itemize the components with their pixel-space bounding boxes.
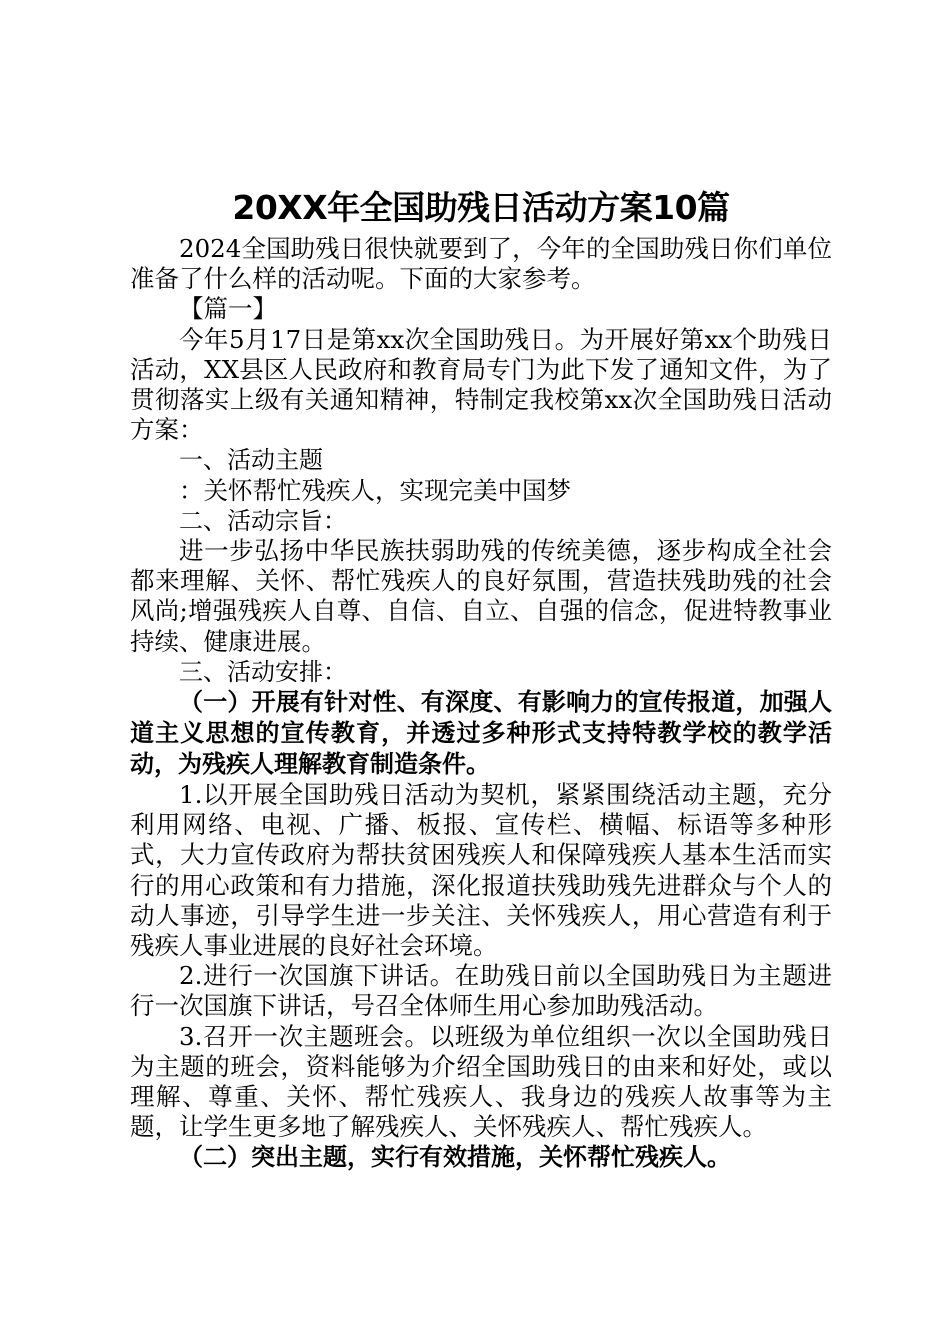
heading-arrangement: 三、活动安排： — [179, 657, 347, 686]
theme-text: ：关怀帮忙残疾人，实现完美中国梦 — [179, 475, 571, 505]
heading-theme: 一、活动主题 — [179, 446, 323, 475]
list-item-2: 2.进行一次国旗下讲话。在助残日前以全国助残日为主题进行一次国旗下讲话，号召全体师生用心参加助残活动。 — [130, 961, 832, 1021]
section-label: 【篇一】 — [179, 294, 277, 324]
document-title: 20XX年全国助残日活动方案10篇 — [232, 188, 730, 227]
opening-paragraph: 今年5月17日是第xx次全国助残日。为开展好第xx个助残日活动，XX县区人民政府和教育局专门为此下发了通知文件，为了贯彻落实上级有关通知精神，特制定我校第xx次全国助残日活动方案： — [130, 324, 832, 445]
purpose-paragraph: 进一步弘扬中华民族扶弱助残的传统美德，逐步构成全社会都来理解、关怀、帮忙残疾人的良好氛围，营造扶残助残的社会风尚;增强残疾人自尊、自信、自立、自强的信念，促进特教事业持续、健康进展。 — [130, 536, 832, 656]
subheading-one: （一）开展有针对性、有深度、有影响力的宣传报道，加强人道主义思想的宣传教育，并透过多种形式支持特教学校的教学活动，为残疾人理解教育制造条件。 — [130, 688, 832, 779]
document-page — [130, 182, 832, 1173]
heading-purpose: 二、活动宗旨： — [179, 506, 347, 535]
list-item-1: 1.以开展全国助残日活动为契机，紧紧围绕活动主题，充分利用网络、电视、广播、板报、宣传栏、横幅、标语等多种形式，大力宣传政府为帮扶贫困残疾人和保障残疾人基本生活而实行的用心政策和有力措施，深化报道扶残助残先进群众与个人的动人事迹，引导学生进一步关注、关怀残疾人，用心营造有利于残疾人事业进展的良好社会环境。 — [130, 780, 832, 961]
list-item-3: 3.召开一次主题班会。以班级为单位组织一次以全国助残日为主题的班会，资料能够为介绍全国助残日的由来和好处，或以理解、尊重、关怀、帮忙残疾人、我身边的残疾人故事等为主题，让学生更多地了解残疾人、关怀残疾人、帮忙残疾人。 — [130, 1021, 832, 1142]
intro-paragraph: 2024全国助残日很快就要到了，今年的全国助残日你们单位准备了什么样的活动呢。下面的大家参考。 — [130, 234, 832, 294]
subheading-two: （二）突出主题，实行有效措施，关怀帮忙残疾人。 — [179, 1143, 731, 1172]
